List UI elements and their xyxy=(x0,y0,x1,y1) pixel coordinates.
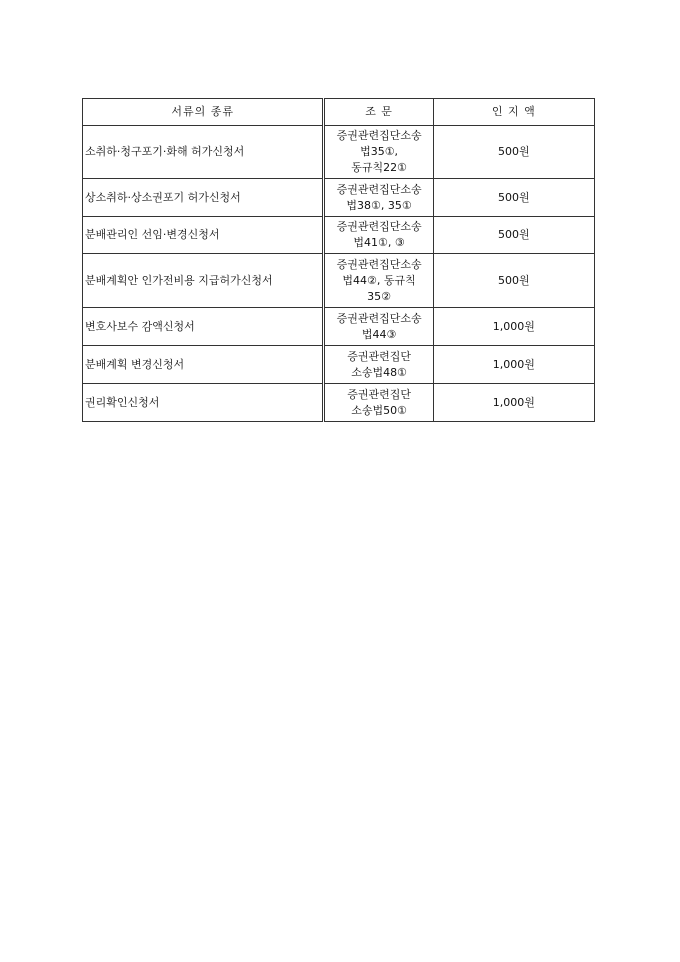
article-line: 증권관련집단 xyxy=(347,349,411,363)
article-cell xyxy=(324,254,433,308)
stamp-fee-cell: 1,000원 xyxy=(433,308,594,346)
document-type-cell: 분배관리인 선임·변경신청서 xyxy=(83,217,324,254)
article-line: 증권관련집단소송 xyxy=(336,129,422,142)
stamp-fee-cell: 500원 xyxy=(433,179,594,217)
article-cell xyxy=(324,126,433,179)
article-line: 증권관련집단소송 xyxy=(336,182,422,196)
table-row xyxy=(83,254,595,308)
article-line: 법38①, 35① xyxy=(346,198,412,212)
article-line: 증권관련집단소송 xyxy=(336,220,422,233)
table-row xyxy=(83,179,595,217)
article-line: 증권관련집단소송 xyxy=(336,311,422,325)
header-article: 조 문 xyxy=(324,99,433,126)
article-line: 증권관련집단소송 xyxy=(336,257,422,271)
table-row xyxy=(83,346,595,384)
article-line: 법35①, xyxy=(360,145,399,158)
document-type-cell: 분배계획 변경신청서 xyxy=(83,346,324,384)
document-type-cell: 권리확인신청서 xyxy=(83,384,324,422)
article-line: 동규칙22① xyxy=(351,161,407,174)
table-header-row xyxy=(83,99,595,126)
stamp-fee-cell: 500원 xyxy=(433,126,594,179)
table-row xyxy=(83,384,595,422)
article-cell xyxy=(324,217,433,254)
article-line: 법44②, 동규칙 xyxy=(342,273,416,287)
article-cell xyxy=(324,308,433,346)
header-stamp-fee: 인 지 액 xyxy=(433,99,594,126)
article-cell xyxy=(324,346,433,384)
document-type-cell: 분배계획안 인가전비용 지급허가신청서 xyxy=(83,254,324,308)
stamp-fee-cell: 500원 xyxy=(433,254,594,308)
article-line: 증권관련집단 xyxy=(347,387,411,401)
document-type-cell: 변호사보수 감액신청서 xyxy=(83,308,324,346)
article-line: 법41①, ③ xyxy=(353,236,405,249)
table-row xyxy=(83,308,595,346)
table-row xyxy=(83,217,595,254)
article-line: 소송법48① xyxy=(351,365,407,379)
article-line: 35② xyxy=(367,289,391,303)
document-type-cell: 소취하·청구포기·화해 허가신청서 xyxy=(83,126,324,179)
stamp-fee-cell: 500원 xyxy=(433,217,594,254)
stamp-fee-table xyxy=(82,98,595,422)
stamp-fee-cell: 1,000원 xyxy=(433,346,594,384)
article-line: 법44③ xyxy=(361,327,397,341)
stamp-fee-cell: 1,000원 xyxy=(433,384,594,422)
document-type-cell: 상소취하·상소권포기 허가신청서 xyxy=(83,179,324,217)
article-line: 소송법50① xyxy=(351,403,407,417)
article-cell xyxy=(324,384,433,422)
article-cell xyxy=(324,179,433,217)
header-document-type: 서류의 종류 xyxy=(83,99,324,126)
table-row xyxy=(83,126,595,179)
